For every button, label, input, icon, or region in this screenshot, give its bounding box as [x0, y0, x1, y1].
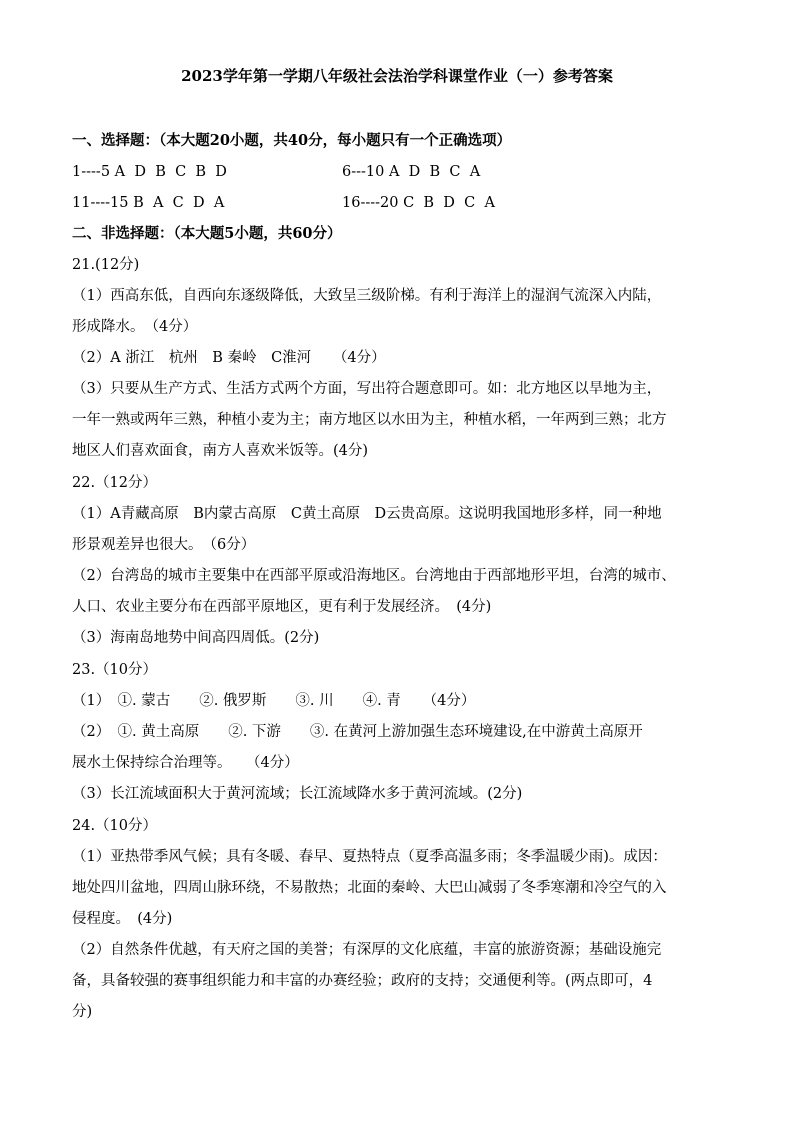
choice-row-1-right: 6---10 A D B C A [342, 164, 481, 180]
q21-line-2: 形成降水。 （4分） [72, 319, 198, 335]
q24-line-1: （1）亚热带季风气候；具有冬暖、春早、夏热特点（夏季高温多雨；冬季温暖少雨)。成因： [72, 849, 667, 865]
q24-line-6: 分) [72, 1004, 93, 1020]
q21-line-3: （2）A 浙江 杭州 B 秦岭 C淮河 （4分） [72, 350, 386, 366]
q21-line-1: （1）西高东低，自西向东逐级降低，大致呈三级阶梯。有利于海洋上的湿润气流深入内陆， [72, 288, 662, 304]
q22-line-2: 形景观差异也很大。 （6分） [72, 537, 256, 553]
q23-line-2: （2） ①. 黄土高原 ②. 下游 ③. 在黄河上游加强生态环境建设,在中游黄土高原开 [72, 724, 643, 740]
q23-header: 23.（10分） [72, 662, 158, 678]
q23-line-1: （1） ①. 蒙古 ②. 俄罗斯 ③. 川 ④. 青 （4分） [72, 693, 476, 709]
q22-line-3: （2）台湾岛的城市主要集中在西部平原或沿海地区。台湾地由于西部地形平坦，台湾的城市、 [72, 568, 676, 584]
q24-line-5: 备，具备较强的赛事组织能力和丰富的办赛经验；政府的支持；交通便利等。(两点即可，4 [72, 973, 653, 989]
q24-line-2: 地处四川盆地，四周山脉环绕，不易散热；北面的秦岭、大巴山减弱了冬季寒潮和冷空气的入 [72, 880, 667, 896]
page-title: 2023学年第一学期八年级社会法治学科课堂作业（一）参考答案 [181, 67, 613, 85]
q22-line-4: 人口、农业主要分布在西部平原地区，更有利于发展经济。 (4分) [72, 599, 492, 615]
choice-row-2-right: 16----20 C B D C A [342, 195, 495, 211]
q24-line-3: 侵程度。 (4分) [72, 911, 173, 927]
q24-line-4: （2）自然条件优越，有天府之国的美誉；有深厚的文化底蕴，丰富的旅游资源；基础设施完 [72, 942, 662, 958]
q21-header: 21.(12分) [72, 257, 140, 273]
q21-line-4: （3）只要从生产方式、生活方式两个方面，写出符合题意即可。如：北方地区以旱地为主， [72, 381, 662, 397]
q24-header: 24.（10分） [72, 818, 158, 834]
q22-line-5: （3）海南岛地势中间高四周低。(2分) [72, 630, 320, 646]
section1-heading: 一、选择题：（本大题20小题，共40分，每小题只有一个正确选项） [72, 132, 512, 149]
section2-heading: 二、非选择题：（本大题5小题，共60分） [72, 225, 342, 242]
q21-line-6: 地区人们喜欢面食，南方人喜欢米饭等。(4分) [72, 443, 369, 459]
q21-line-5: 一年一熟或两年三熟，种植小麦为主；南方地区以水田为主，种植水稻，一年两到三熟；北方 [72, 412, 667, 428]
q23-line-3: 展水土保持综合治理等。 （4分） [72, 755, 299, 771]
q22-line-1: （1）A青藏高原 B内蒙古高原 C黄土高原 D云贵高原。这说明我国地形多样，同一种地 [72, 506, 662, 522]
q23-line-4: （3）长江流域面积大于黄河流域；长江流域降水多于黄河流域。(2分) [72, 786, 523, 802]
q22-header: 22.（12分） [72, 475, 158, 491]
choice-row-2-left: 11----15 B A C D A [72, 195, 225, 211]
choice-row-1-left: 1----5 A D B C B D [72, 164, 227, 180]
